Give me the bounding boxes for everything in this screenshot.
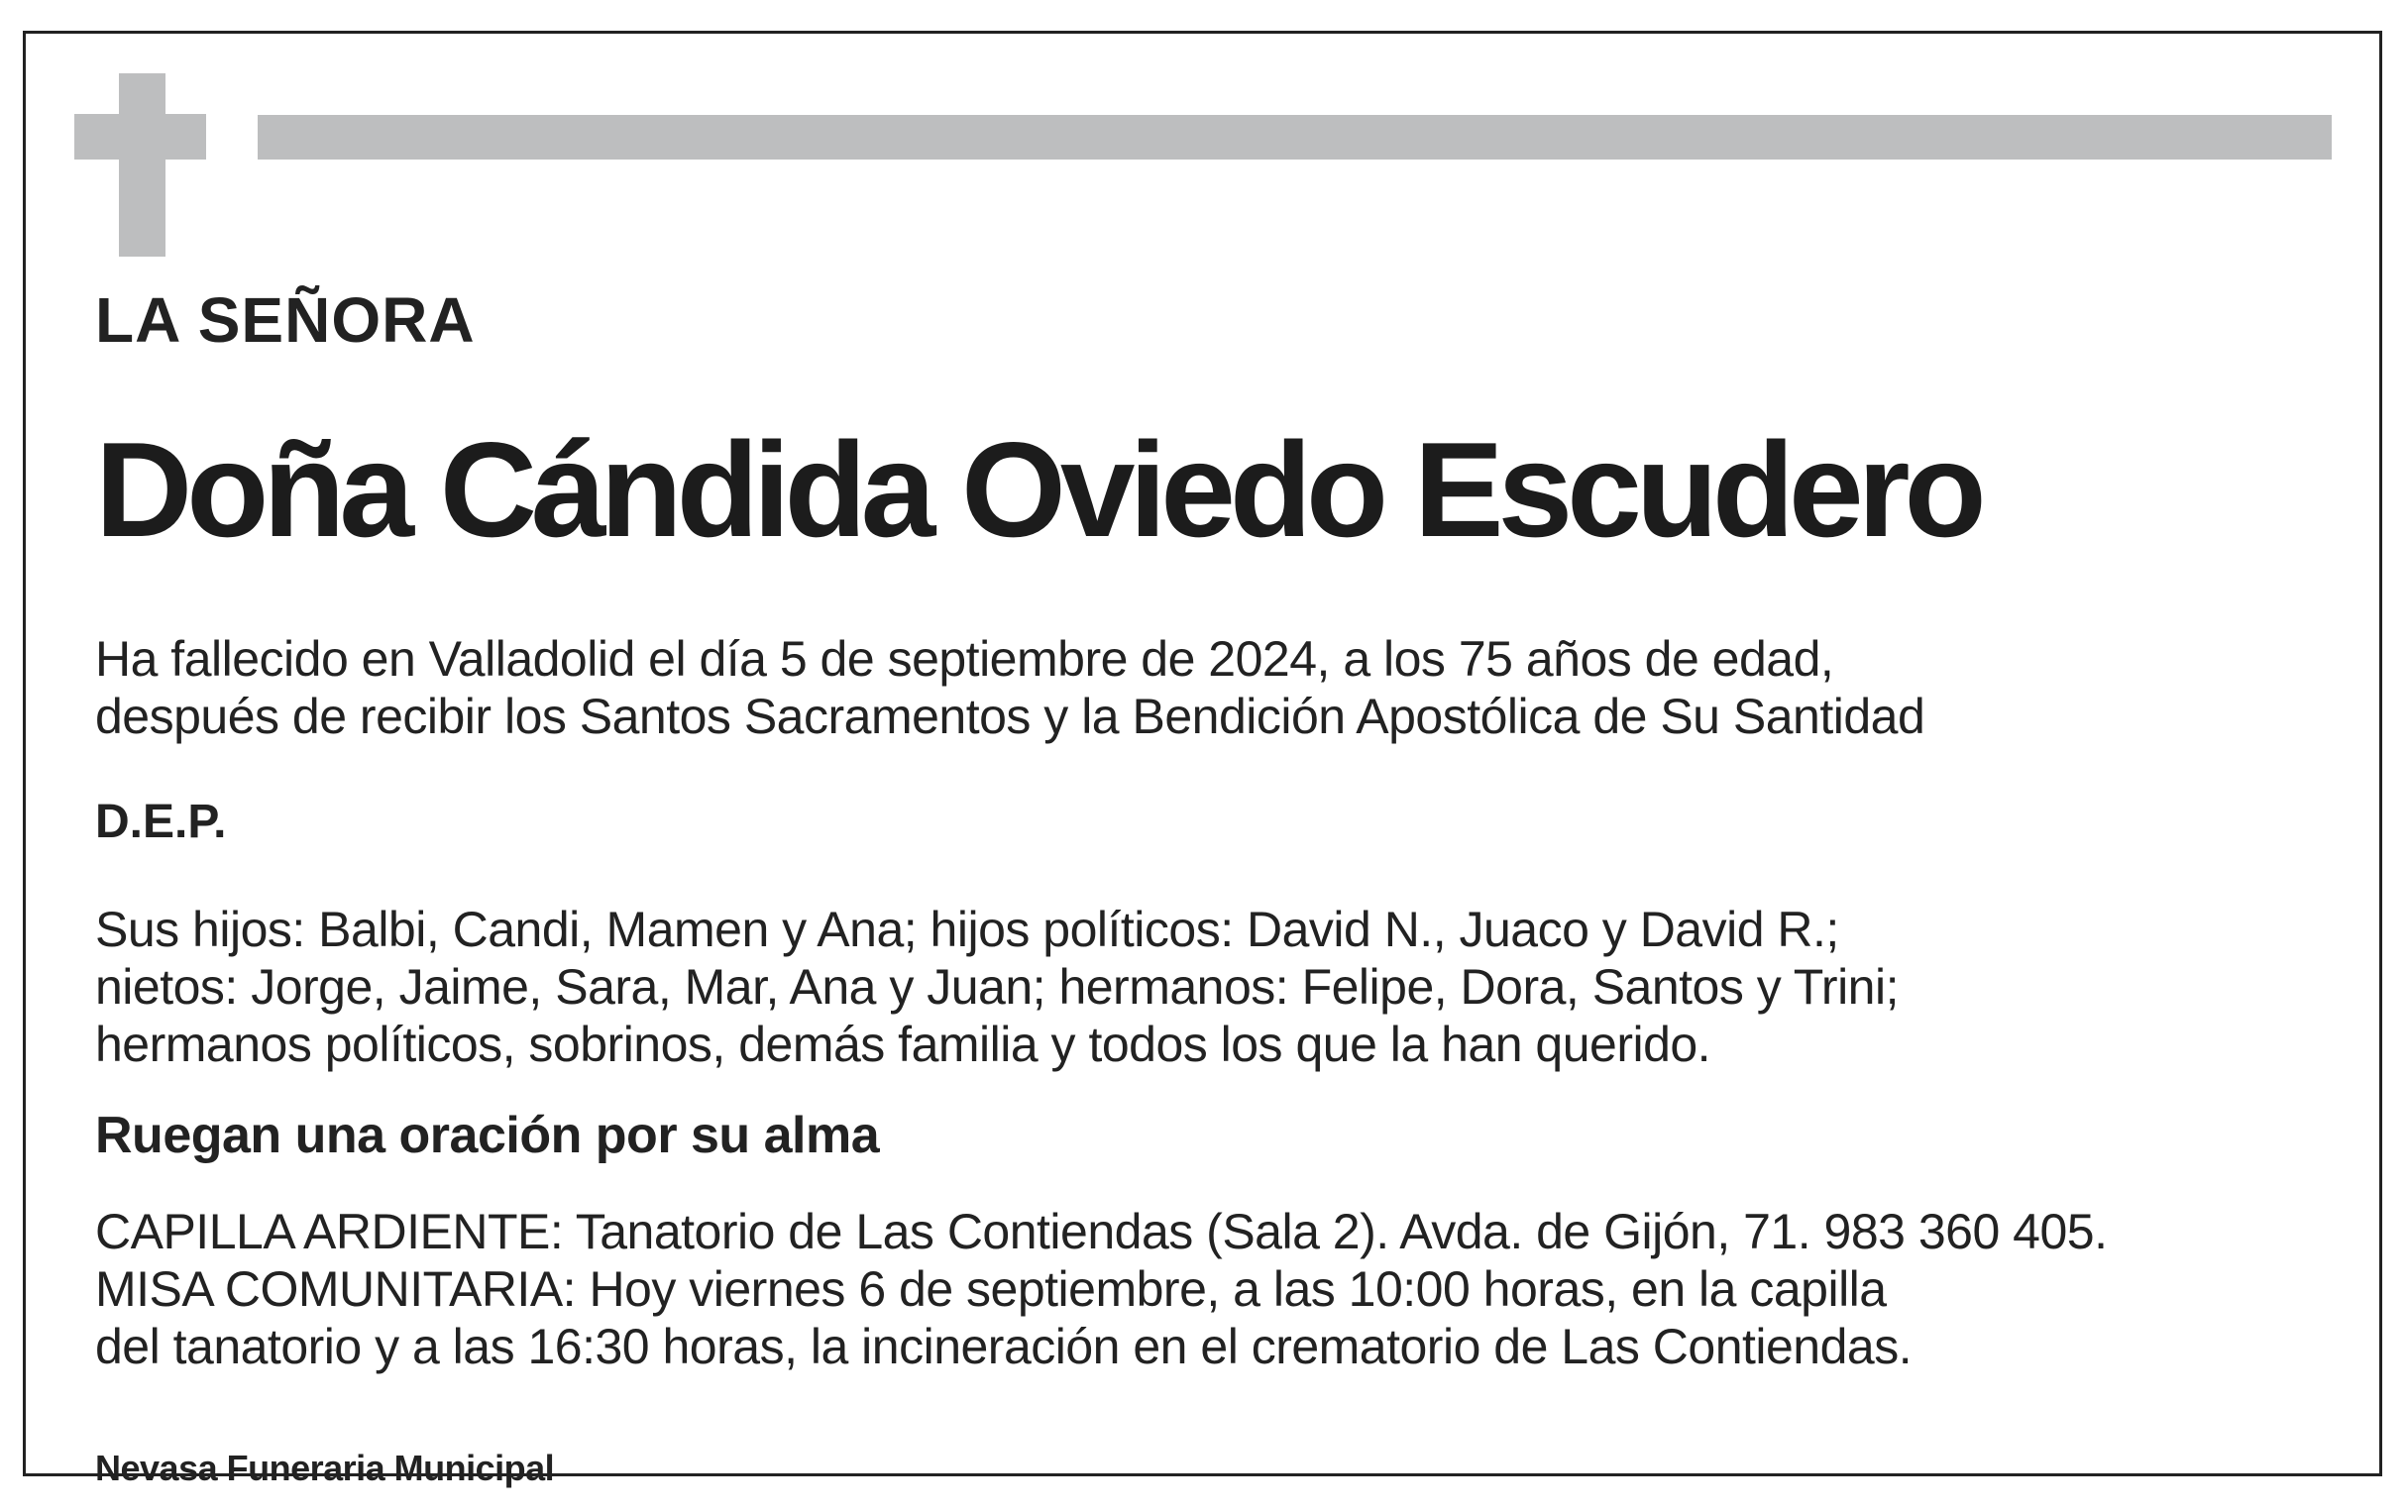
- funeral-home: Nevasa Funeraria Municipal: [95, 1448, 555, 1488]
- family-line: Sus hijos: Balbi, Candi, Mamen y Ana; hijos políticos: David N., Juaco y David R.;: [95, 902, 1839, 957]
- family-line: nietos: Jorge, Jaime, Sara, Mar, Ana y Juan; hermanos: Felipe, Dora, Santos y Trini;: [95, 959, 1899, 1015]
- header-rule: [258, 115, 2332, 160]
- death-notice: [95, 630, 1924, 745]
- death-notice-line: después de recibir los Santos Sacramentos y la Bendición Apostólica de Su Santidad: [95, 689, 1925, 744]
- service-line: MISA COMUNITARIA: Hoy viernes 6 de septiembre, a las 10:00 horas, en la capilla: [95, 1261, 1887, 1317]
- prayer-request: Ruegan una oración por su alma: [95, 1107, 880, 1164]
- death-notice-line: Ha fallecido en Valladolid el día 5 de septiembre de 2024, a los 75 años de edad,: [95, 631, 1834, 687]
- honorific: LA SEÑORA: [95, 284, 476, 356]
- deceased-name: Doña Cándida Oviedo Escudero: [95, 414, 1981, 565]
- cross-icon-vertical-bar: [119, 73, 165, 257]
- service-line: del tanatorio y a las 16:30 horas, la incineración en el crematorio de Las Contiendas.: [95, 1319, 1913, 1374]
- family-list: [95, 901, 1899, 1073]
- family-line: hermanos políticos, sobrinos, demás familia y todos los que la han querido.: [95, 1017, 1711, 1072]
- service-details: [95, 1203, 2107, 1375]
- service-line: CAPILLA ARDIENTE: Tanatorio de Las Contiendas (Sala 2). Avda. de Gijón, 71. 983 360 405.: [95, 1204, 2108, 1259]
- cross-icon-horizontal-bar: [74, 114, 206, 160]
- dep-label: D.E.P.: [95, 796, 227, 848]
